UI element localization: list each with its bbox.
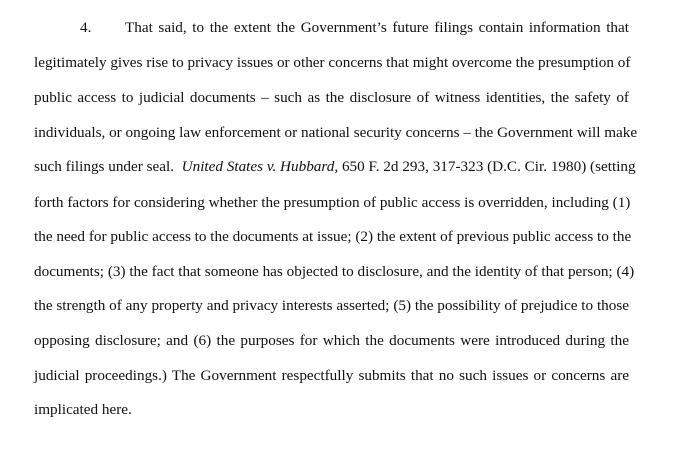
paragraph-number: 4. xyxy=(80,19,92,36)
paragraph-line-5 xyxy=(34,158,636,176)
paragraph-line-4: individuals, or ongoing law enforcement or national security concerns – the Government will make xyxy=(34,124,638,141)
paragraph-line-3: public access to judicial documents – such as the disclosure of witness identities, the safety of xyxy=(34,89,629,106)
paragraph-line-11: judicial proceedings.) The Government respectfully submits that no such issues or concerns are xyxy=(34,367,629,384)
paragraph-line-8: documents; (3) the fact that someone has objected to disclosure, and the identity of that person; (4) xyxy=(34,263,635,280)
paragraph-line-1 xyxy=(80,19,629,37)
citation-reference: 650 F. 2d 293, 317-323 (D.C. Cir. 1980) (setting xyxy=(341,158,636,175)
paragraph-line-2: legitimately gives rise to privacy issues or other concerns that might overcome the presumption of xyxy=(34,54,631,71)
citation-case-name: United States v. Hubbard, xyxy=(181,158,339,175)
paragraph-line-10: opposing disclosure; and (6) the purposes for which the documents were introduced during the xyxy=(34,332,629,349)
paragraph-line-6: forth factors for considering whether the presumption of public access is overridden, including (1) xyxy=(34,194,631,211)
paragraph-line-5-text: such filings under seal. xyxy=(34,158,175,175)
paragraph-line-7: the need for public access to the documents at issue; (2) the extent of previous public access to the xyxy=(34,228,632,245)
paragraph-line-9: the strength of any property and privacy interests asserted; (5) the possibility of prejudice to those xyxy=(34,297,629,314)
paragraph-line-12: implicated here. xyxy=(34,401,132,418)
paragraph-line-1-text: That said, to the extent the Government’s future filings contain information that xyxy=(125,19,629,36)
